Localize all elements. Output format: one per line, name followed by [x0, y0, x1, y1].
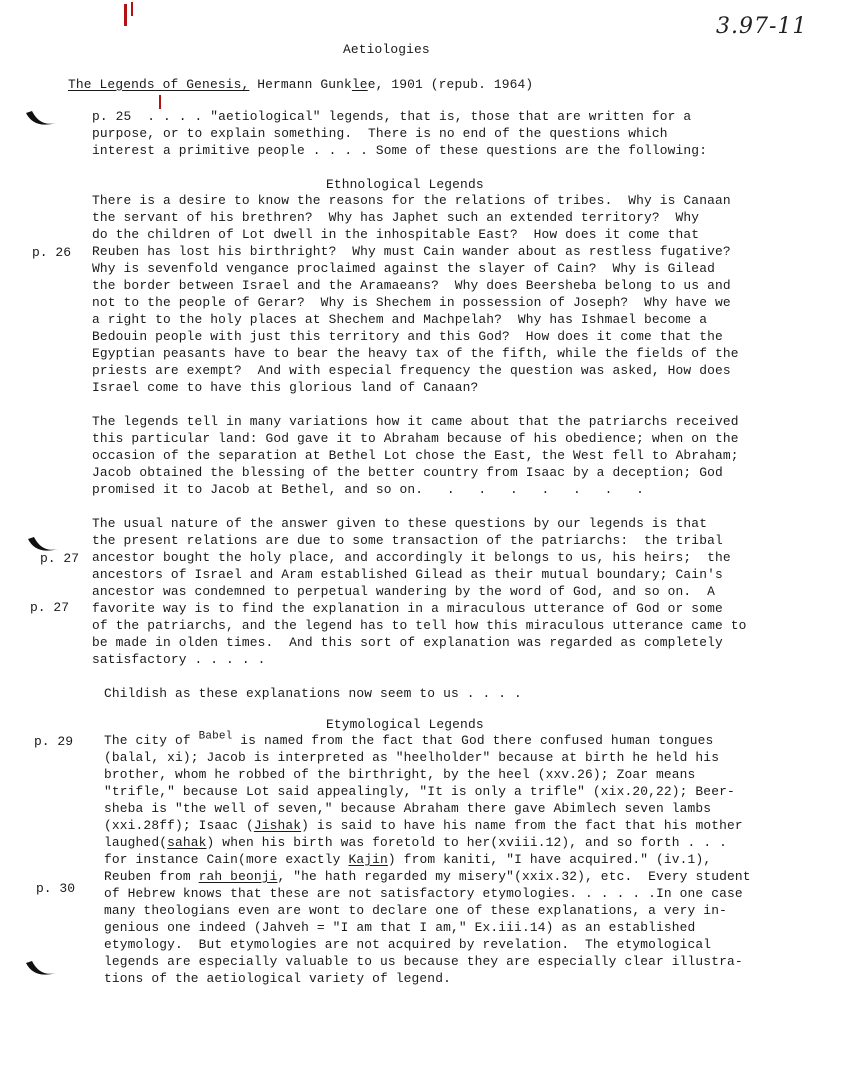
punch-hole-mark: [24, 957, 58, 981]
page-title: Aetiologies: [343, 42, 430, 57]
text-line: a right to the holy places at Shechem and Machpelah? Why has Ishmael become a: [92, 312, 708, 327]
text-line: brother, whom he robbed of the birthright, by the heel (xxv.26); Zoar means: [104, 767, 696, 782]
text-line: occasion of the separation at Bethel Lot chose the East, the West fell to Abraham;: [92, 448, 739, 463]
text-line: genious one indeed (Jahveh = "I am that I am," Ex.iii.14) as an established: [104, 920, 696, 935]
text-line: The usual nature of the answer given to these questions by our legends is that: [92, 516, 708, 531]
text-line: (balal, xi); Jacob is interpreted as "heelholder" because at birth he held his: [104, 750, 720, 765]
text-line: satisfactory . . . . .: [92, 652, 266, 667]
text-line: Jacob obtained the blessing of the better country from Isaac by a deception; God: [92, 465, 723, 480]
text-line: The legends tell in many variations how it came about that the patriarchs received: [92, 414, 739, 429]
text-line: favorite way is to find the explanation in a miraculous utterance of God or some: [92, 601, 723, 616]
text-line: do the children of Lot dwell in the inhospitable East? How does it come that: [92, 227, 700, 242]
text-line: tions of the aetiological variety of legend.: [104, 971, 451, 986]
text-line: (xxi.28ff); Isaac (Jishak) is said to have his name from the fact that his mother: [104, 818, 743, 833]
text-line: laughed(sahak) when his birth was foretold to her(xviii.12), and so forth . . .: [104, 835, 727, 850]
margin-page-ref: p. 30: [36, 881, 76, 896]
text-line: the border between Israel and the Aramaeans? Why does Beersheba belong to us and: [92, 278, 731, 293]
section-heading: Ethnological Legends: [326, 177, 484, 192]
text-line: ancestors of Israel and Aram established Gilead as their mutual boundary; Cain's: [92, 567, 723, 582]
margin-page-ref: p. 29: [34, 734, 74, 749]
text-line: The city of $^{Babel}$ is named from the fact that God there confused human tongues: [104, 730, 714, 748]
text-line: ancestor bought the holy place, and accordingly it belongs to us, his heirs; the: [92, 550, 731, 565]
text-line: interest a primitive people . . . . Some of these questions are the following:: [92, 143, 708, 158]
punch-hole-mark: [24, 107, 58, 131]
text-line: this particular land: God gave it to Abraham because of his obedience; when on the: [92, 431, 739, 446]
text-line: Childish as these explanations now seem to us . . . .: [104, 686, 522, 701]
text-line: be made in olden times. And this sort of explanation was regarded as completely: [92, 635, 723, 650]
text-line: legends are especially valuable to us because they are especially clear illustra-: [104, 954, 743, 969]
text-line: Reuben has lost his birthright? Why must Cain wander about as restless fugative?: [92, 244, 731, 259]
text-line: purpose, or to explain something. There is no end of the questions which: [92, 126, 668, 141]
text-line: of Hebrew knows that these are not satisfactory etymologies. . . . . .In one case: [104, 886, 743, 901]
handwritten-number: 3.97-11: [716, 14, 808, 39]
section-heading: Etymological Legends: [326, 717, 484, 732]
text-line: Bedouin people with just this territory and this God? How does it come that the: [92, 329, 723, 344]
text-line: for instance Cain(more exactly Kajin) from kaniti, "I have acquired." (iv.1),: [104, 852, 712, 867]
text-line: not to the people of Gerar? Why is Shechem in possession of Joseph? Why have we: [92, 295, 731, 310]
text-line: There is a desire to know the reasons for the relations of tribes. Why is Canaan: [92, 193, 731, 208]
text-line: Why is sevenfold vengance proclaimed against the slayer of Cain? Why is Gilead: [92, 261, 715, 276]
text-line: the servant of his brethren? Why has Japhet such an extended territory? Why: [92, 210, 700, 225]
red-pencil-mark: [124, 4, 127, 26]
publication-date: 1901 (repub. 1964): [391, 77, 534, 92]
text-line: sheba is "the well of seven," because Abraham there gave Abimlech seven lambs: [104, 801, 712, 816]
red-pencil-mark: [131, 2, 133, 16]
text-line: Reuben from rah beonji, "he hath regarded my misery"(xxix.32), etc. Every student: [104, 869, 751, 884]
text-line: "trifle," because Lot said appealingly, "It is only a trifle" (xix.20,22); Beer-: [104, 784, 735, 799]
text-line: Egyptian peasants have to bear the heavy tax of the fifth, while the fields of the: [92, 346, 739, 361]
citation: [68, 78, 533, 92]
text-line: Israel come to have this glorious land of Canaan?: [92, 380, 479, 395]
text-line: ancestor was condemned to perpetual wandering by the word of God, and so on. A: [92, 584, 715, 599]
text-line: priests are exempt? And with especial frequency the question was asked, How does: [92, 363, 731, 378]
book-title: The Legends of Genesis,: [68, 77, 250, 92]
text-line: many theologians even are wont to declare one of these explanations, a very in-: [104, 903, 727, 918]
margin-page-ref: p. 26: [32, 245, 72, 260]
text-line: p. 25 . . . . "aetiological" legends, that is, those that are written for a: [92, 109, 692, 124]
text-line: of the patriarchs, and the legend has to tell how this miraculous utterance came to: [92, 618, 747, 633]
margin-page-ref: p. 27: [40, 551, 80, 566]
margin-page-ref: p. 27: [30, 600, 70, 615]
text-line: the present relations are due to some transaction of the patriarchs: the tribal: [92, 533, 723, 548]
author-name: Hermann Gunklee,: [257, 77, 384, 92]
text-line: promised it to Jacob at Bethel, and so on. . . . . . . .: [92, 482, 644, 497]
red-pencil-mark: [159, 95, 161, 109]
text-line: etymology. But etymologies are not acquired by revelation. The etymological: [104, 937, 712, 952]
